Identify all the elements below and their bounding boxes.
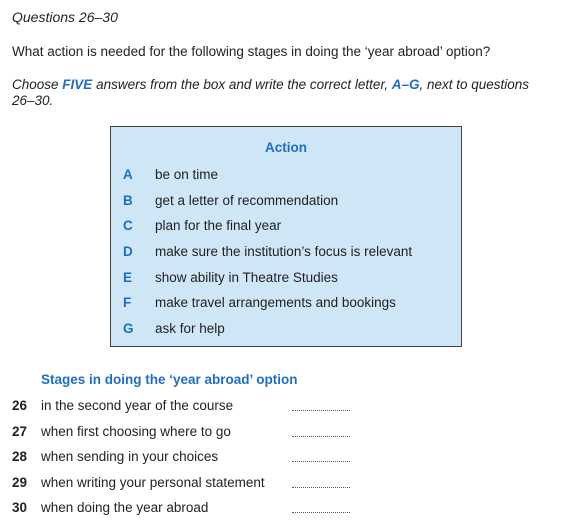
question-text: when first choosing where to go <box>41 424 231 439</box>
question-number: 30 <box>12 500 28 515</box>
stages-title: Stages in doing the ‘year abroad’ option <box>41 372 298 387</box>
option-text: get a letter of recommendation <box>155 193 339 208</box>
instruction-letter-range: A–G <box>391 77 420 92</box>
option-letter: E <box>123 270 133 285</box>
instruction-text <box>12 77 532 109</box>
question-30 <box>0 500 574 518</box>
answer-blank[interactable] <box>292 512 350 513</box>
question-number: 27 <box>12 424 28 439</box>
question-26 <box>0 398 574 416</box>
option-text: be on time <box>155 167 219 182</box>
question-number: 26 <box>12 398 28 413</box>
answer-blank[interactable] <box>292 461 350 462</box>
question-text: when sending in your choices <box>41 449 219 464</box>
option-text: show ability in Theatre Studies <box>155 270 338 285</box>
question-27 <box>0 424 574 442</box>
question-number: 29 <box>12 475 28 490</box>
question-number: 28 <box>12 449 28 464</box>
instruction-five: FIVE <box>62 77 93 92</box>
option-letter: D <box>123 244 133 259</box>
answer-blank[interactable] <box>292 436 350 437</box>
section-heading: Questions 26–30 <box>12 9 118 25</box>
option-text: make travel arrangements and bookings <box>155 295 396 310</box>
question-text: when writing your personal statement <box>41 475 265 490</box>
question-prompt: What action is needed for the following stages in doing the ‘year abroad’ option? <box>12 44 491 59</box>
instruction-part-3: , next to questions 26–30. <box>12 77 530 108</box>
instruction-part-2: answers from the box and write the correct letter, <box>92 77 392 92</box>
option-text: ask for help <box>155 321 225 336</box>
option-letter: A <box>123 167 133 182</box>
option-letter: B <box>123 193 133 208</box>
question-text: when doing the year abroad <box>41 500 209 515</box>
instruction-part-1: Choose <box>12 77 63 92</box>
question-text: in the second year of the course <box>41 398 234 413</box>
action-box <box>110 126 462 347</box>
option-letter: C <box>123 218 133 233</box>
question-28 <box>0 449 574 467</box>
answer-blank[interactable] <box>292 487 350 488</box>
option-text: make sure the institution’s focus is relevant <box>155 244 413 259</box>
answer-blank[interactable] <box>292 410 350 411</box>
question-29 <box>0 475 574 493</box>
option-text: plan for the final year <box>155 218 282 233</box>
option-letter: G <box>123 321 134 336</box>
option-letter: F <box>123 295 132 310</box>
action-box-title: Action <box>265 140 307 155</box>
